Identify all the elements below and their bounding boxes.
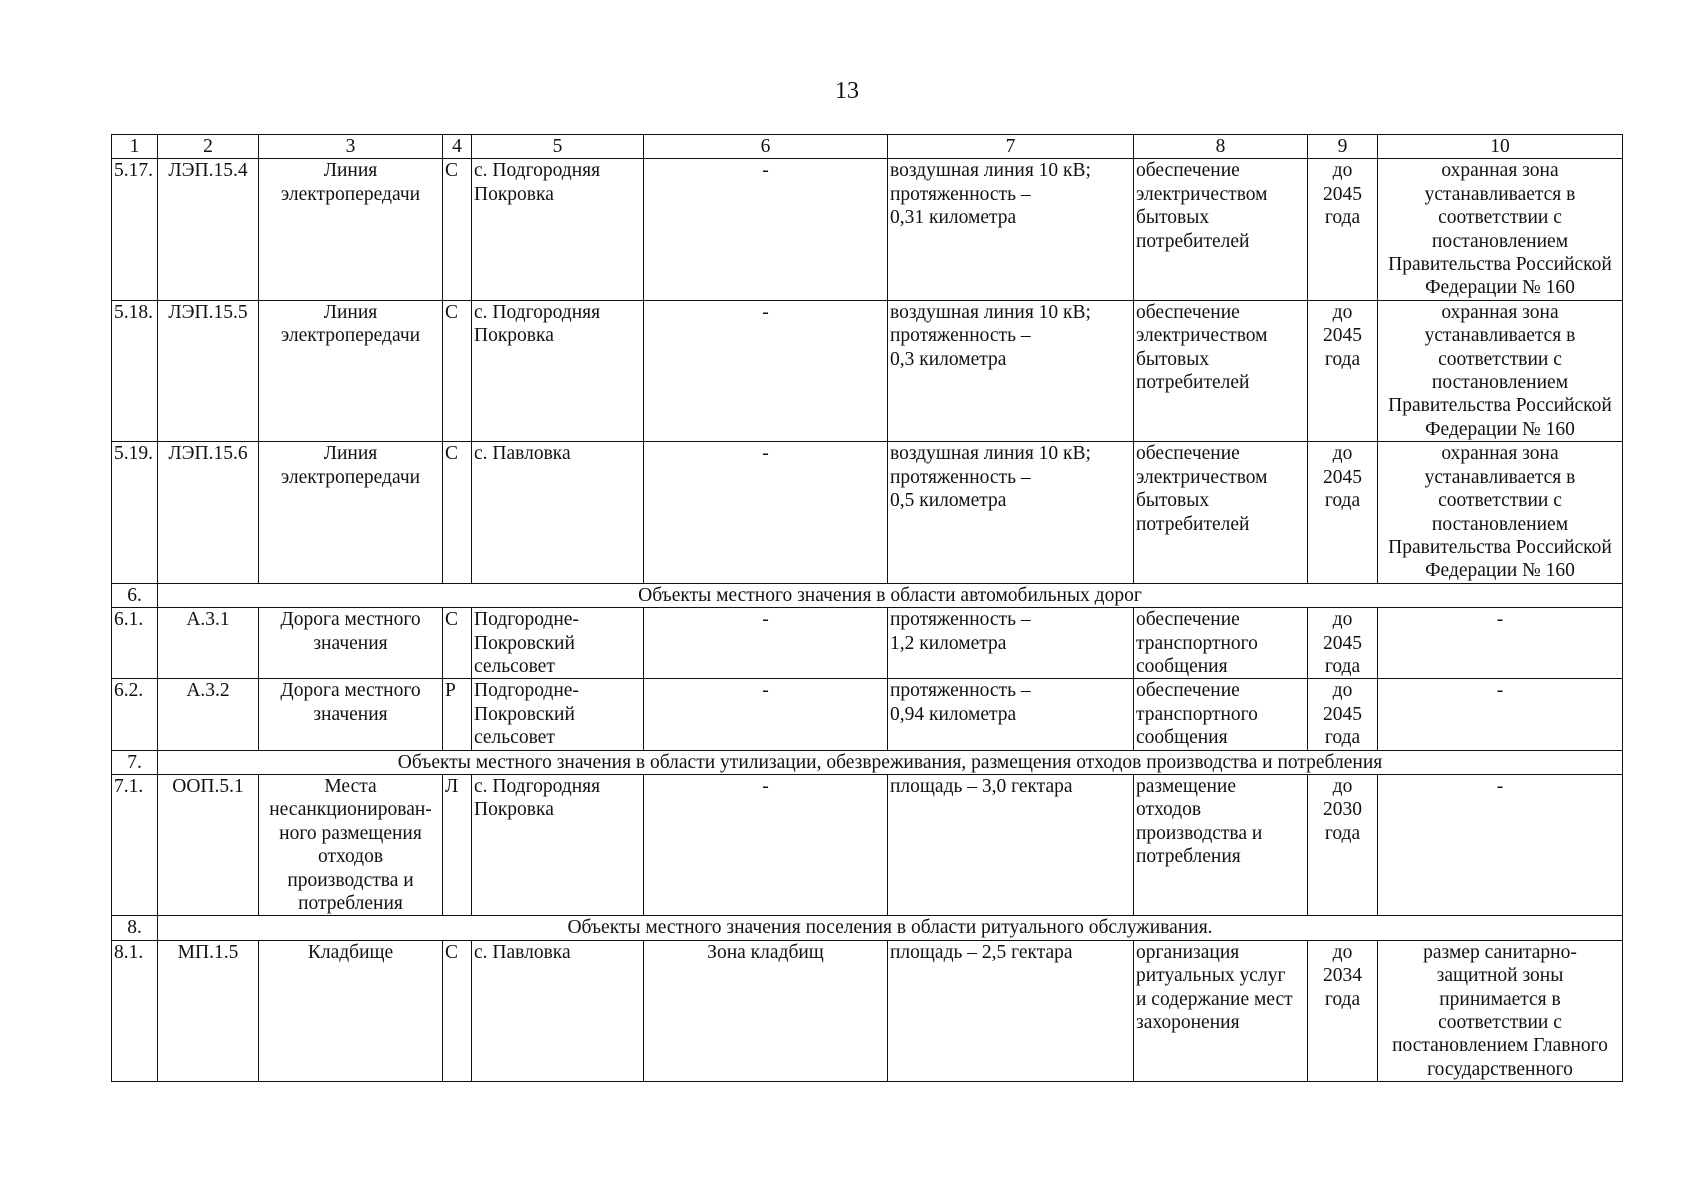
location: Подгородне- Покровский сельсовет — [472, 679, 644, 750]
zone-type: - — [644, 774, 888, 915]
table-row — [112, 608, 1623, 679]
characteristics: воздушная линия 10 кВ; протяженность – 0,31 километра — [888, 159, 1134, 300]
deadline: до 2045 года — [1308, 679, 1378, 750]
zone-type: - — [644, 608, 888, 679]
row-number: 8.1. — [112, 940, 158, 1081]
deadline: до 2045 года — [1308, 300, 1378, 441]
location: с. Подгородняя Покровка — [472, 774, 644, 915]
location: Подгородне- Покровский сельсовет — [472, 608, 644, 679]
column-header: 6 — [644, 135, 888, 159]
section-title: Объекты местного значения в области автомобильных дорог — [158, 583, 1623, 607]
column-header: 1 — [112, 135, 158, 159]
section-row — [112, 750, 1623, 774]
section-row — [112, 916, 1623, 940]
deadline: до 2045 года — [1308, 442, 1378, 583]
purpose: обеспечение транспортного сообщения — [1134, 679, 1308, 750]
restrictions: охранная зона устанавливается в соответствии с постановлением Правительства Российской Федерации № 160 — [1378, 300, 1623, 441]
characteristics: протяженность – 0,94 километра — [888, 679, 1134, 750]
table-row — [112, 442, 1623, 583]
status-code: С — [443, 159, 472, 300]
object-name: Дорога местного значения — [259, 679, 443, 750]
table-row — [112, 774, 1623, 915]
row-number: 6.2. — [112, 679, 158, 750]
object-code: МП.1.5 — [158, 940, 259, 1081]
characteristics: воздушная линия 10 кВ; протяженность – 0,5 километра — [888, 442, 1134, 583]
section-number: 7. — [112, 750, 158, 774]
deadline: до 2030 года — [1308, 774, 1378, 915]
status-code: Л — [443, 774, 472, 915]
object-code: А.3.1 — [158, 608, 259, 679]
restrictions: - — [1378, 774, 1623, 915]
section-number: 6. — [112, 583, 158, 607]
column-header: 8 — [1134, 135, 1308, 159]
status-code: С — [443, 300, 472, 441]
purpose: размещение отходов производства и потребления — [1134, 774, 1308, 915]
restrictions: охранная зона устанавливается в соответствии с постановлением Правительства Российской Федерации № 160 — [1378, 159, 1623, 300]
object-code: ООП.5.1 — [158, 774, 259, 915]
location: с. Подгородняя Покровка — [472, 300, 644, 441]
purpose: обеспечение электричеством бытовых потребителей — [1134, 300, 1308, 441]
deadline: до 2034 года — [1308, 940, 1378, 1081]
zone-type: - — [644, 442, 888, 583]
row-number: 6.1. — [112, 608, 158, 679]
restrictions: размер санитарно- защитной зоны принимается в соответствии с постановлением Главного государственного — [1378, 940, 1623, 1081]
characteristics: воздушная линия 10 кВ; протяженность – 0,3 километра — [888, 300, 1134, 441]
table-row — [112, 159, 1623, 300]
location: с. Павловка — [472, 442, 644, 583]
section-title: Объекты местного значения в области утилизации, обезвреживания, размещения отходов производства и потребления — [158, 750, 1623, 774]
column-header: 10 — [1378, 135, 1623, 159]
status-code: С — [443, 940, 472, 1081]
location: с. Подгородняя Покровка — [472, 159, 644, 300]
deadline: до 2045 года — [1308, 159, 1378, 300]
column-header: 2 — [158, 135, 259, 159]
zone-type: - — [644, 159, 888, 300]
characteristics: протяженность – 1,2 километра — [888, 608, 1134, 679]
column-header: 7 — [888, 135, 1134, 159]
zone-type: - — [644, 300, 888, 441]
objects-table — [111, 134, 1623, 1082]
section-row — [112, 583, 1623, 607]
deadline: до 2045 года — [1308, 608, 1378, 679]
object-name: Дорога местного значения — [259, 608, 443, 679]
header-row — [112, 135, 1623, 159]
object-name: Линия электропередачи — [259, 159, 443, 300]
table-body — [112, 159, 1623, 1082]
restrictions: охранная зона устанавливается в соответствии с постановлением Правительства Российской Федерации № 160 — [1378, 442, 1623, 583]
purpose: обеспечение электричеством бытовых потребителей — [1134, 159, 1308, 300]
object-name: Линия электропередачи — [259, 300, 443, 441]
row-number: 5.17. — [112, 159, 158, 300]
row-number: 5.19. — [112, 442, 158, 583]
table-row — [112, 940, 1623, 1081]
status-code: С — [443, 608, 472, 679]
section-number: 8. — [112, 916, 158, 940]
row-number: 7.1. — [112, 774, 158, 915]
purpose: организация ритуальных услуг и содержание мест захоронения — [1134, 940, 1308, 1081]
purpose: обеспечение электричеством бытовых потребителей — [1134, 442, 1308, 583]
zone-type: Зона кладбищ — [644, 940, 888, 1081]
characteristics: площадь – 2,5 гектара — [888, 940, 1134, 1081]
restrictions: - — [1378, 608, 1623, 679]
object-code: ЛЭП.15.6 — [158, 442, 259, 583]
column-header: 4 — [443, 135, 472, 159]
table-row — [112, 300, 1623, 441]
section-title: Объекты местного значения поселения в области ритуального обслуживания. — [158, 916, 1623, 940]
object-code: ЛЭП.15.4 — [158, 159, 259, 300]
status-code: Р — [443, 679, 472, 750]
page-number: 13 — [835, 78, 859, 104]
row-number: 5.18. — [112, 300, 158, 441]
column-header: 5 — [472, 135, 644, 159]
column-header: 3 — [259, 135, 443, 159]
object-code: ЛЭП.15.5 — [158, 300, 259, 441]
status-code: С — [443, 442, 472, 583]
zone-type: - — [644, 679, 888, 750]
purpose: обеспечение транспортного сообщения — [1134, 608, 1308, 679]
restrictions: - — [1378, 679, 1623, 750]
column-header: 9 — [1308, 135, 1378, 159]
characteristics: площадь – 3,0 гектара — [888, 774, 1134, 915]
object-name: Кладбище — [259, 940, 443, 1081]
object-name: Места несанкционирован- ного размещения отходов производства и потребления — [259, 774, 443, 915]
object-name: Линия электропередачи — [259, 442, 443, 583]
object-code: А.3.2 — [158, 679, 259, 750]
table-row — [112, 679, 1623, 750]
location: с. Павловка — [472, 940, 644, 1081]
